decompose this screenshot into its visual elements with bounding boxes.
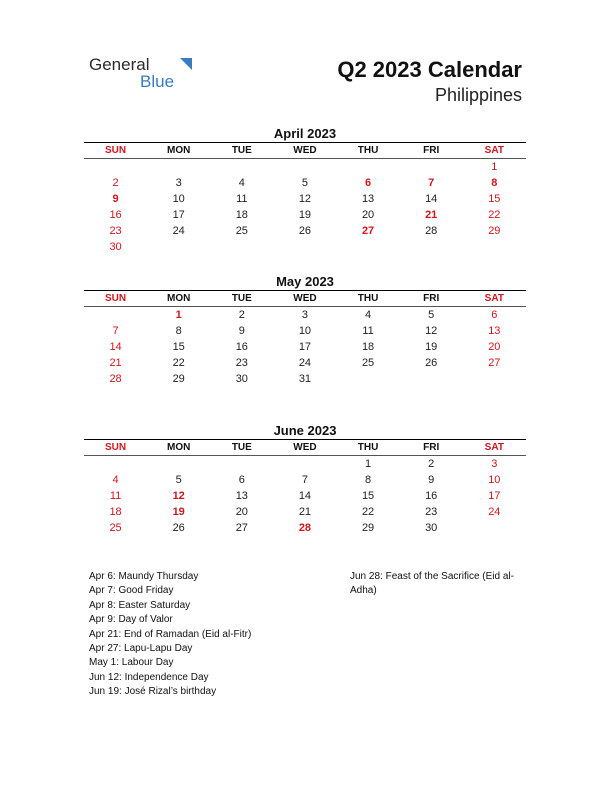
day-cell: 27 <box>361 225 375 237</box>
day-cell: 19 <box>172 506 185 518</box>
empty-day-cell <box>337 239 400 255</box>
day-cell: 20 <box>235 506 248 518</box>
day-cell: 11 <box>109 490 122 502</box>
day-cell: 29 <box>488 225 501 237</box>
day-cell: 24 <box>172 225 185 237</box>
day-cell: 7 <box>428 177 435 189</box>
empty-day-cell <box>273 456 336 472</box>
day-cell: 15 <box>172 341 185 353</box>
empty-day-cell <box>463 239 526 255</box>
day-cell: 9 <box>428 474 435 486</box>
day-cell: 14 <box>425 193 438 205</box>
day-cell: 20 <box>488 341 501 353</box>
day-cell: 29 <box>361 522 375 534</box>
empty-day-cell <box>337 371 400 387</box>
day-cell: 5 <box>175 474 182 486</box>
holiday-note: Apr 21: End of Ramadan (Eid al-Fitr) <box>89 628 252 640</box>
day-cell: 2 <box>238 309 245 321</box>
day-cell: 18 <box>109 506 122 518</box>
holiday-note: Apr 8: Easter Saturday <box>89 599 191 611</box>
weekday-header: WED <box>293 442 317 453</box>
day-cell: 13 <box>488 325 501 337</box>
day-cell: 8 <box>491 177 498 189</box>
empty-day-cell <box>210 159 273 175</box>
holiday-note: May 1: Labour Day <box>89 657 174 669</box>
weekday-header: SAT <box>484 293 504 304</box>
logo-word-blue: Blue <box>140 72 175 91</box>
day-cell: 10 <box>298 325 312 337</box>
day-cell: 27 <box>235 522 248 534</box>
month-title: April 2023 <box>273 126 337 141</box>
day-cell: 28 <box>425 225 438 237</box>
day-cell: 16 <box>235 341 248 353</box>
weekday-header: SUN <box>105 442 127 453</box>
empty-day-cell <box>84 307 147 323</box>
day-cell: 22 <box>172 357 185 369</box>
day-cell: 1 <box>175 309 182 321</box>
day-cell: 17 <box>488 490 501 502</box>
holiday-note: Jun 12: Independence Day <box>89 671 209 683</box>
weekday-header: SUN <box>105 145 127 156</box>
weekday-header: FRI <box>423 442 440 453</box>
day-cell: 2 <box>112 177 119 189</box>
day-cell: 12 <box>425 325 438 337</box>
day-cell: 12 <box>298 193 312 205</box>
weekday-header: MON <box>167 293 191 304</box>
month-title: May 2023 <box>276 274 334 289</box>
day-cell: 24 <box>298 357 312 369</box>
day-cell: 25 <box>109 522 122 534</box>
holiday-note: Apr 27: Lapu-Lapu Day <box>89 643 193 655</box>
holiday-note: Jun 28: Feast of the Sacrifice (Eid al-Adha) <box>350 571 514 597</box>
day-cell: 22 <box>488 209 501 221</box>
day-cell: 2 <box>428 458 435 470</box>
day-cell: 3 <box>301 309 308 321</box>
day-cell: 30 <box>425 522 438 534</box>
logo-word-general: General <box>89 55 150 74</box>
weekday-header: TUE <box>231 293 252 304</box>
weekday-header: SAT <box>484 145 504 156</box>
day-cell: 22 <box>361 506 375 518</box>
weekday-header-row <box>84 440 526 455</box>
day-cell: 4 <box>365 309 372 321</box>
day-cell: 13 <box>235 490 248 502</box>
empty-day-cell <box>463 520 526 536</box>
day-cell: 5 <box>301 177 308 189</box>
day-cell: 16 <box>109 209 122 221</box>
day-cell: 28 <box>298 522 312 534</box>
day-cell: 28 <box>109 373 122 385</box>
day-cell: 17 <box>298 341 312 353</box>
day-cell: 14 <box>109 341 122 353</box>
day-cell: 8 <box>175 325 182 337</box>
day-grid <box>84 456 526 536</box>
day-cell: 13 <box>361 193 375 205</box>
holiday-note: Apr 9: Day of Valor <box>89 614 173 626</box>
day-cell: 7 <box>301 474 308 486</box>
day-cell: 5 <box>428 309 435 321</box>
day-cell: 3 <box>491 458 498 470</box>
page-title: Q2 2023 Calendar <box>337 57 522 82</box>
day-grid <box>84 159 526 255</box>
day-grid <box>84 307 526 387</box>
day-cell: 30 <box>109 241 122 253</box>
day-cell: 6 <box>491 309 498 321</box>
holiday-note: Jun 19: José Rizal’s birthday <box>89 686 217 698</box>
day-cell: 23 <box>425 506 438 518</box>
day-cell: 23 <box>235 357 248 369</box>
day-cell: 30 <box>235 373 248 385</box>
day-cell: 27 <box>488 357 501 369</box>
day-cell: 7 <box>112 325 119 337</box>
day-cell: 15 <box>361 490 375 502</box>
empty-day-cell <box>210 456 273 472</box>
weekday-header: THU <box>357 442 379 453</box>
day-cell: 20 <box>361 209 375 221</box>
day-cell: 29 <box>172 373 185 385</box>
weekday-header: MON <box>167 145 191 156</box>
weekday-header-row <box>84 291 526 306</box>
empty-day-cell <box>400 159 463 175</box>
weekday-header: THU <box>357 293 379 304</box>
day-cell: 1 <box>491 161 498 173</box>
day-cell: 8 <box>365 474 372 486</box>
weekday-header: WED <box>293 293 317 304</box>
logo-triangle-icon <box>180 58 192 70</box>
weekday-header: TUE <box>231 442 252 453</box>
day-cell: 19 <box>298 209 312 221</box>
empty-day-cell <box>400 371 463 387</box>
empty-day-cell <box>147 239 210 255</box>
day-cell: 6 <box>365 177 372 189</box>
day-cell: 3 <box>175 177 182 189</box>
day-cell: 17 <box>172 209 185 221</box>
day-cell: 21 <box>298 506 312 518</box>
day-cell: 18 <box>361 341 375 353</box>
empty-day-cell <box>400 239 463 255</box>
country-name: Philippines <box>434 85 522 105</box>
day-cell: 21 <box>109 357 122 369</box>
day-cell: 25 <box>235 225 248 237</box>
day-cell: 26 <box>172 522 185 534</box>
day-cell: 24 <box>488 506 501 518</box>
day-cell: 11 <box>236 193 248 205</box>
day-cell: 10 <box>172 193 185 205</box>
holiday-notes-left <box>89 570 251 700</box>
day-cell: 26 <box>298 225 312 237</box>
day-cell: 23 <box>109 225 122 237</box>
day-cell: 19 <box>425 341 438 353</box>
day-cell: 21 <box>425 209 438 221</box>
weekday-header: FRI <box>423 145 440 156</box>
empty-day-cell <box>147 456 210 472</box>
weekday-header: SUN <box>105 293 127 304</box>
day-cell: 9 <box>238 325 245 337</box>
day-cell: 25 <box>361 357 375 369</box>
day-cell: 9 <box>112 193 119 205</box>
day-cell: 11 <box>362 325 374 337</box>
day-cell: 12 <box>172 490 185 502</box>
holiday-note: Apr 7: Good Friday <box>89 585 174 597</box>
empty-day-cell <box>337 159 400 175</box>
day-cell: 1 <box>365 458 372 470</box>
weekday-header-row <box>84 143 526 158</box>
day-cell: 4 <box>112 474 119 486</box>
weekday-header: THU <box>357 145 379 156</box>
weekday-header: WED <box>293 145 317 156</box>
month-block <box>84 423 526 536</box>
weekday-header: TUE <box>231 145 252 156</box>
empty-day-cell <box>147 159 210 175</box>
weekday-header: MON <box>167 442 191 453</box>
day-cell: 10 <box>488 474 501 486</box>
day-cell: 4 <box>238 177 245 189</box>
empty-day-cell <box>84 456 147 472</box>
holiday-note: Apr 6: Maundy Thursday <box>89 571 199 582</box>
day-cell: 16 <box>425 490 438 502</box>
day-cell: 15 <box>488 193 501 205</box>
month-block <box>84 274 526 387</box>
empty-day-cell <box>273 159 336 175</box>
weekday-header: FRI <box>423 293 440 304</box>
empty-day-cell <box>273 239 336 255</box>
month-title: June 2023 <box>273 423 337 438</box>
day-cell: 6 <box>238 474 245 486</box>
empty-day-cell <box>463 371 526 387</box>
empty-day-cell <box>84 159 147 175</box>
day-cell: 14 <box>298 490 312 502</box>
empty-day-cell <box>210 239 273 255</box>
weekday-header: SAT <box>484 442 504 453</box>
holiday-notes-right <box>350 570 528 597</box>
generalblue-logo <box>89 55 175 91</box>
day-cell: 31 <box>298 373 312 385</box>
day-cell: 26 <box>425 357 438 369</box>
day-cell: 18 <box>235 209 248 221</box>
month-block <box>84 126 526 255</box>
